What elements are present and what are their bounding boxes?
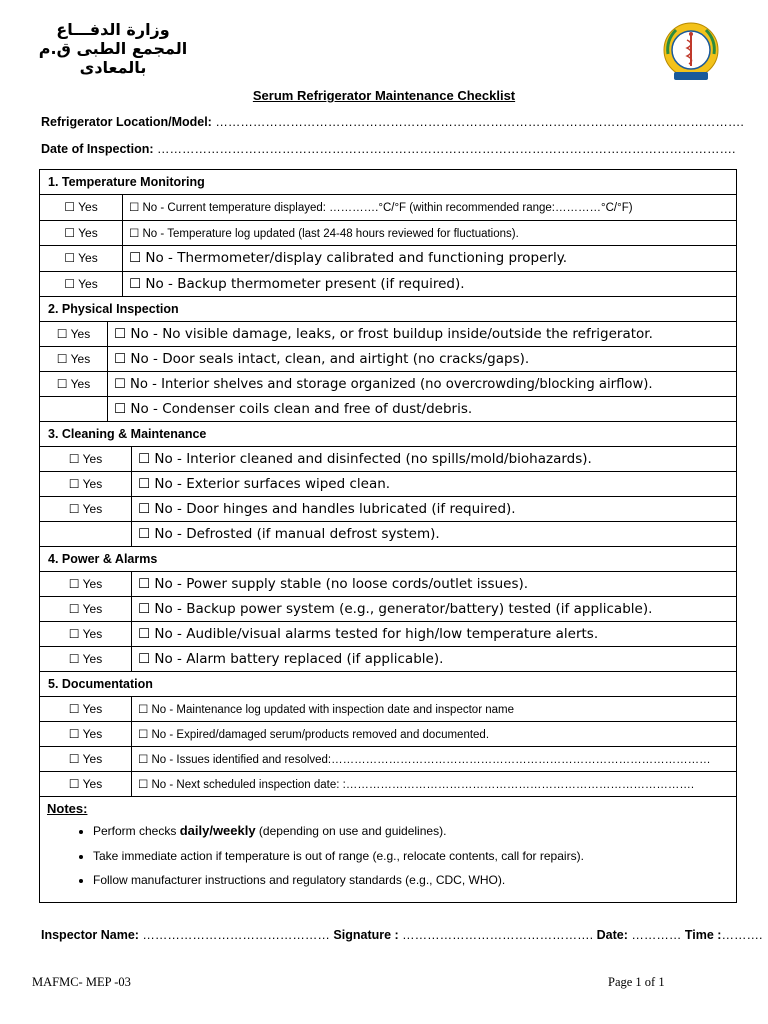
checklist-row: [40, 597, 736, 622]
checklist-row: [40, 772, 736, 797]
no-checkbox-item[interactable]: ☐ No - Audible/visual alarms tested for high/low temperature alerts.: [138, 626, 599, 642]
yes-checkbox[interactable]: ☐ Yes: [40, 221, 123, 246]
no-checkbox-item[interactable]: ☐ No - Exterior surfaces wiped clean.: [138, 476, 391, 492]
note-emphasis: daily/weekly: [179, 823, 256, 838]
section-power-alarms: [40, 547, 736, 672]
ministry-line: وزارة الدفـــاع: [56, 20, 170, 39]
complex-line: المجمع الطبى ق.م: [38, 39, 188, 58]
inspection-date-field[interactable]: [41, 142, 735, 156]
inspector-label: Inspector Name:: [41, 928, 139, 942]
ministry-header: [28, 20, 198, 77]
note-item: • Take immediate action if temperature is out of range (e.g., relocate contents, call for repairs).: [93, 847, 736, 872]
no-checkbox-item[interactable]: ☐ No - Current temperature displayed: ………….°C/°F (within recommended range:…………°C/°F): [129, 202, 633, 215]
no-checkbox-item[interactable]: ☐ No - Door hinges and handles lubricated (if required).: [138, 501, 516, 517]
checklist-row: [40, 572, 736, 597]
date-label: Date:: [596, 928, 628, 942]
yes-checkbox[interactable]: ☐ Yes: [40, 647, 132, 671]
yes-checkbox[interactable]: ☐ Yes: [40, 472, 132, 496]
time-value[interactable]: ……….: [721, 928, 763, 942]
checklist-row: [40, 221, 736, 247]
no-checkbox-item[interactable]: ☐ No - Condenser coils clean and free of dust/debris.: [114, 401, 473, 417]
yes-checkbox[interactable]: ☐ Yes: [40, 372, 108, 396]
yes-checkbox[interactable]: ☐ Yes: [40, 195, 123, 220]
section-physical: [40, 297, 736, 422]
section-heading: 1. Temperature Monitoring: [40, 170, 736, 195]
no-checkbox-item[interactable]: ☐ No - No visible damage, leaks, or frost buildup inside/outside the refrigerator.: [114, 326, 653, 342]
no-checkbox-item[interactable]: ☐ No - Temperature log updated (last 24-48 hours reviewed for fluctuations).: [129, 227, 519, 240]
checklist-row: [40, 272, 736, 298]
page-title: Serum Refrigerator Maintenance Checklist: [252, 88, 516, 103]
no-checkbox-item[interactable]: ☐ No - Door seals intact, clean, and airtight (no cracks/gaps).: [114, 351, 530, 367]
checklist-row: [40, 447, 736, 472]
section-heading: 3. Cleaning & Maintenance: [40, 422, 736, 447]
checklist-row: [40, 246, 736, 272]
checklist-row: [40, 372, 736, 397]
no-checkbox-item[interactable]: ☐ No - Issues identified and resolved:………………………………………………………………………………………: [138, 754, 711, 766]
time-label: Time :: [684, 928, 722, 942]
no-checkbox-item[interactable]: ☐ No - Alarm battery replaced (if applicable).: [138, 651, 444, 667]
checklist-row: [40, 622, 736, 647]
checklist-row: [40, 322, 736, 347]
note-text: (depending on use and guidelines).: [255, 824, 447, 838]
checklist-row: [40, 747, 736, 772]
note-text: Perform checks: [93, 824, 180, 838]
no-checkbox-item[interactable]: ☐ No - Interior shelves and storage organized (no overcrowding/blocking airflow).: [114, 376, 653, 392]
section-heading: 4. Power & Alarms: [40, 547, 736, 572]
yes-checkbox[interactable]: ☐ Yes: [40, 772, 132, 796]
note-item: • Follow manufacturer instructions and regulatory standards (e.g., CDC, WHO).: [93, 871, 736, 896]
no-checkbox-item[interactable]: ☐ No - Power supply stable (no loose cords/outlet issues).: [138, 576, 529, 592]
page-number: Page 1 of 1: [608, 975, 665, 989]
no-checkbox-item[interactable]: ☐ No - Backup thermometer present (if required).: [129, 275, 465, 292]
document-code: MAFMC- MEP -03: [32, 975, 131, 989]
no-checkbox-item[interactable]: ☐ No - Thermometer/display calibrated and functioning properly.: [129, 250, 568, 267]
inspector-value[interactable]: ………………………………………: [138, 928, 334, 942]
no-checkbox-item[interactable]: ☐ No - Defrosted (if manual defrost system).: [138, 526, 440, 542]
checklist-row: [40, 647, 736, 672]
checklist-row: [40, 195, 736, 221]
sign-off-line: [41, 928, 762, 942]
yes-checkbox[interactable]: ☐ Yes: [40, 747, 132, 771]
yes-checkbox[interactable]: ☐ Yes: [40, 347, 108, 371]
location-field[interactable]: [41, 115, 744, 129]
yes-checkbox[interactable]: ☐ Yes: [40, 246, 123, 271]
yes-checkbox[interactable]: ☐ Yes: [40, 322, 108, 346]
no-checkbox-item[interactable]: ☐ No - Interior cleaned and disinfected (no spills/mold/biohazards).: [138, 451, 592, 467]
inspection-date-label: Date of Inspection:: [41, 142, 154, 156]
checklist-row: [40, 347, 736, 372]
location-label: Refrigerator Location/Model:: [41, 115, 212, 129]
note-item: [93, 822, 736, 847]
yes-checkbox[interactable]: ☐ Yes: [40, 572, 132, 596]
checklist-table: [39, 169, 737, 903]
notes-title: Notes:: [47, 801, 88, 816]
checklist-row: [40, 522, 736, 547]
no-checkbox-item[interactable]: ☐ No - Maintenance log updated with inspection date and inspector name: [138, 704, 514, 716]
yes-checkbox[interactable]: ☐ Yes: [40, 622, 132, 646]
section-temperature: [40, 170, 736, 297]
yes-checkbox-empty: [40, 522, 132, 546]
no-checkbox-item[interactable]: ☐ No - Next scheduled inspection date: :……………………………………………………………………………….: [138, 779, 695, 791]
notes-section: [40, 797, 736, 902]
location-line: بالمعادى: [79, 58, 147, 77]
date-value[interactable]: …………: [627, 928, 685, 942]
section-cleaning: [40, 422, 736, 547]
yes-checkbox[interactable]: ☐ Yes: [40, 597, 132, 621]
checklist-row: [40, 497, 736, 522]
checklist-row: [40, 697, 736, 722]
yes-checkbox[interactable]: ☐ Yes: [40, 722, 132, 746]
no-checkbox-item[interactable]: ☐ No - Expired/damaged serum/products removed and documented.: [138, 729, 490, 741]
inspection-date-value[interactable]: ………………………………………………………………………………………………………………………….: [153, 142, 736, 156]
notes-list: [47, 822, 736, 896]
signature-label: Signature :: [333, 928, 399, 942]
yes-checkbox[interactable]: ☐ Yes: [40, 447, 132, 471]
yes-checkbox[interactable]: ☐ Yes: [40, 272, 123, 297]
medical-caduceus-emblem-icon: [658, 20, 724, 84]
section-heading: 5. Documentation: [40, 672, 736, 697]
checklist-row: [40, 472, 736, 497]
signature-value[interactable]: ……………………………………….: [398, 928, 597, 942]
section-documentation: [40, 672, 736, 797]
no-checkbox-item[interactable]: ☐ No - Backup power system (e.g., generator/battery) tested (if applicable).: [138, 601, 653, 617]
checklist-row: [40, 397, 736, 422]
checklist-row: [40, 722, 736, 747]
section-heading: 2. Physical Inspection: [40, 297, 736, 322]
yes-checkbox-empty: [40, 397, 108, 421]
yes-checkbox[interactable]: ☐ Yes: [40, 697, 132, 721]
yes-checkbox[interactable]: ☐ Yes: [40, 497, 132, 521]
location-value[interactable]: ……………………………………………………………………………………………………………….: [211, 115, 744, 129]
